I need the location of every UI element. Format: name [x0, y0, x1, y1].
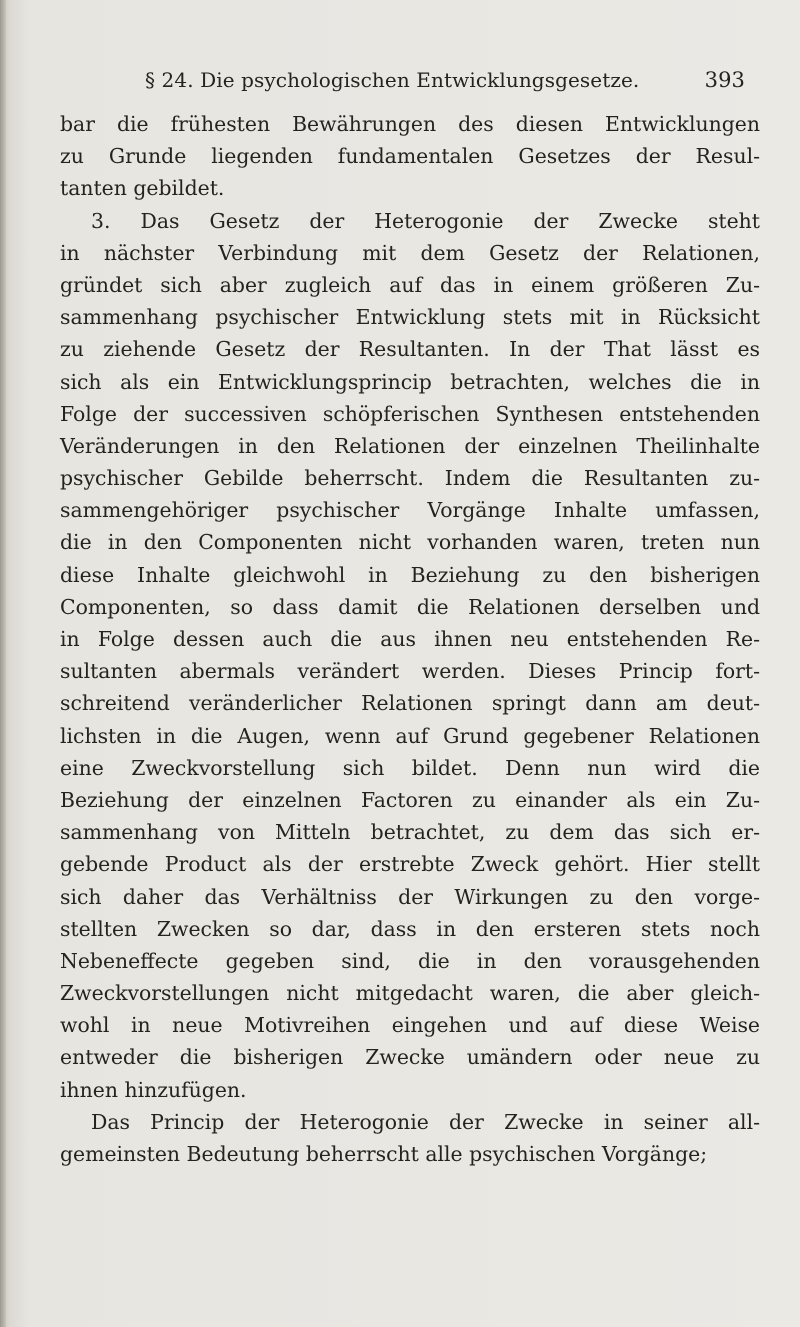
text-line: Das Princip der Heterogonie der Zwecke in seiner all- — [91, 1109, 760, 1134]
running-head — [145, 68, 745, 102]
text-line: gründet sich aber zugleich auf das in einem größeren Zu- — [60, 272, 760, 297]
text-line: ihnen hinzufügen. — [60, 1077, 247, 1102]
text-line: zu Grunde liegenden fundamentalen Gesetzes der Resul- — [60, 144, 760, 169]
text-line: zu ziehende Gesetz der Resultanten. In der That lässt es — [60, 337, 760, 362]
text-line: bar die frühesten Bewährungen des diesen Entwicklungen — [60, 112, 760, 136]
text-line: Zweckvorstellungen nicht mitgedacht waren, die aber gleich- — [60, 981, 760, 1006]
text-line: sich daher das Verhältniss der Wirkungen zu den vorge- — [60, 884, 760, 909]
text-line: entweder die bisherigen Zwecke umändern oder neue zu — [60, 1045, 760, 1070]
text-line: Veränderungen in den Relationen der einzelnen Theilinhalte — [60, 433, 760, 458]
text-line: gemeinsten Bedeutung beherrscht alle psychischen Vorgänge; — [60, 1142, 708, 1166]
text-line: stellten Zwecken so dar, dass in den ersteren stets noch — [60, 916, 760, 941]
section-title: § 24. Die psychologischen Entwicklungsgesetze. — [145, 68, 640, 92]
text-line: diese Inhalte gleichwohl in Beziehung zu den bisherigen — [60, 562, 760, 587]
text-line: schreitend veränderlicher Relationen springt dann am deut- — [60, 691, 760, 716]
text-line: Componenten, so dass damit die Relationen derselben und — [60, 594, 760, 619]
text-line: psychischer Gebilde beherrscht. Indem die Resultanten zu- — [60, 466, 760, 491]
text-line: sammengehöriger psychischer Vorgänge Inhalte umfassen, — [60, 498, 760, 523]
text-line: sammenhang psychischer Entwicklung stets mit in Rücksicht — [60, 305, 760, 330]
text-line: Nebeneffecte gegeben sind, die in den vorausgehenden — [60, 948, 760, 973]
text-line: 3. Das Gesetz der Heterogonie der Zwecke steht — [91, 208, 760, 233]
text-line: in nächster Verbindung mit dem Gesetz der Relationen, — [60, 240, 760, 265]
text-line: in Folge dessen auch die aus ihnen neu entstehenden Re- — [60, 627, 760, 651]
text-line: sich als ein Entwicklungsprincip betrachten, welches die in — [60, 369, 760, 394]
page-edge-shadow — [0, 0, 6, 1327]
text-line: Folge der successiven schöpferischen Synthesen entstehenden — [60, 401, 760, 426]
text-line: sultanten abermals verändert werden. Dieses Princip fort- — [60, 659, 760, 684]
text-line: eine Zweckvorstellung sich bildet. Denn nun wird die — [60, 755, 760, 780]
text-line: sammenhang von Mitteln betrachtet, zu dem das sich er- — [60, 820, 760, 845]
page-number: 393 — [704, 68, 745, 92]
text-line: wohl in neue Motivreihen eingehen und auf diese Weise — [60, 1013, 760, 1038]
text-line: tanten gebildet. — [60, 176, 225, 201]
text-line: lichsten in die Augen, wenn auf Grund gegebener Relationen — [60, 723, 760, 748]
text-line: gebende Product als der erstrebte Zweck gehört. Hier stellt — [60, 852, 760, 877]
text-line: die in den Componenten nicht vorhanden waren, treten nun — [60, 530, 760, 555]
text-line: Beziehung der einzelnen Factoren zu einander als ein Zu- — [60, 787, 760, 812]
body-text — [60, 108, 760, 1170]
